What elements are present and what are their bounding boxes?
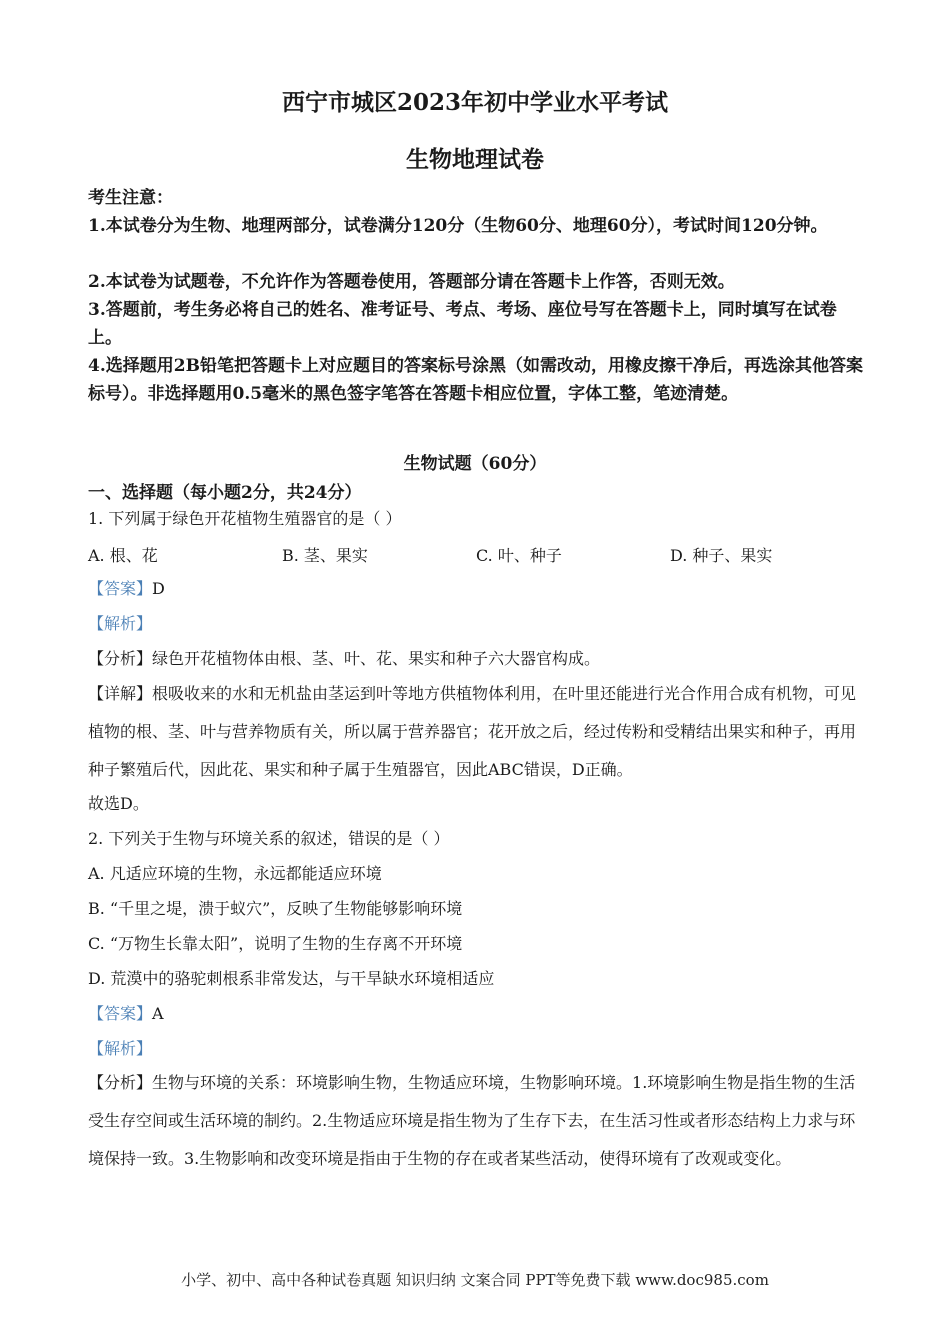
- analysis-tag: 【解析】: [88, 614, 153, 633]
- answer-value: D: [152, 579, 165, 598]
- q1-option-d: D. 种子、果实: [670, 546, 773, 565]
- section-title: 生物试题（60分）: [403, 454, 547, 474]
- q2-option-d: D. 荒漠中的骆驼刺根系非常发达，与干旱缺水环境相适应: [88, 969, 495, 988]
- exam-title: 西宁市城区2023年初中学业水平考试: [281, 89, 668, 116]
- exam-subtitle: 生物地理试卷: [406, 146, 544, 173]
- fenxi-tag: 【分析】: [88, 649, 153, 668]
- q1-option-c: C. 叶、种子: [476, 546, 562, 565]
- q2-stem: 2. 下列关于生物与环境关系的叙述，错误的是（ ）: [88, 829, 450, 848]
- notice-item-2: 2.本试卷为试题卷，不允许作为答题卷使用，答题部分请在答题卡上作答，否则无效。: [88, 272, 735, 292]
- q2-option-b: B. “千里之堤，溃于蚁穴”，反映了生物能够影响环境: [88, 899, 463, 918]
- answer-tag: 【答案】: [88, 579, 153, 598]
- analysis-tag: 【解析】: [88, 1039, 153, 1058]
- q1-fenxi: [88, 648, 868, 670]
- q1-option-a: A. 根、花: [88, 546, 158, 565]
- q2-fenxi: [88, 1064, 860, 1178]
- fenxi-tag: 【分析】: [88, 1073, 153, 1092]
- notice-item-1: 1.本试卷分为生物、地理两部分，试卷满分120分（生物60分、地理60分），考试时间120分钟。: [88, 216, 828, 236]
- notice-heading: 考生注意：: [88, 188, 173, 208]
- xiangjie-text: 根吸收来的水和无机盐由茎运到叶等地方供植物体利用，在叶里还能进行光合作用合成有机物，可见植物的根、茎、叶与营养物质有关，所以属于营养器官；花开放之后，经过传粉和受精结出果实和种子，再用种子繁殖后代，因此花、果实和种子属于生殖器官，因此ABC错误，D正确。: [88, 684, 857, 779]
- q1-conclusion: 故选D。: [88, 794, 149, 813]
- answer-tag: 【答案】: [88, 1004, 153, 1023]
- q2-option-a: A. 凡适应环境的生物，永远都能适应环境: [88, 864, 382, 883]
- q1-xiangjie: [88, 675, 860, 789]
- part-title: 一、选择题（每小题2分，共24分）: [88, 483, 362, 503]
- answer-value: A: [152, 1004, 164, 1023]
- q1-analysis-tag: [88, 613, 868, 635]
- q2-option-c: C. “万物生长靠太阳”，说明了生物的生存离不开环境: [88, 934, 463, 953]
- fenxi-text: 生物与环境的关系：环境影响生物，生物适应环境，生物影响环境。1.环境影响生物是指生物的生活受生存空间或生活环境的制约。2.生物适应环境是指生物为了生存下去，在生活习性或者形态结构上力求与环境保持一致。3.生物影响和改变环境是指由于生物的存在或者某些活动，使得环境有了改观或变化。: [88, 1073, 856, 1168]
- q1-option-b: B. 茎、果实: [282, 546, 368, 565]
- notice-item-4: 4.选择题用2B铅笔把答题卡上对应题目的答案标号涂黑（如需改动，用橡皮擦干净后，再选涂其他答案标号）。非选择题用0.5毫米的黑色签字笔答在答题卡相应位置，字体工整，笔迹清楚。: [88, 356, 863, 404]
- q2-answer: [88, 1003, 868, 1025]
- page-footer: 小学、初中、高中各种试卷真题 知识归纳 文案合同 PPT等免费下载 www.doc985.com: [181, 1271, 769, 1289]
- q2-analysis-tag: [88, 1038, 868, 1060]
- xiangjie-tag: 【详解】: [88, 684, 153, 703]
- notice-item-3: 3.答题前，考生务必将自己的姓名、准考证号、考点、考场、座位号写在答题卡上，同时填写在试卷上。: [88, 300, 837, 348]
- q1-answer: [88, 578, 868, 600]
- q1-stem: 1. 下列属于绿色开花植物生殖器官的是（ ）: [88, 509, 402, 528]
- fenxi-text: 绿色开花植物体由根、茎、叶、花、果实和种子六大器官构成。: [152, 649, 601, 668]
